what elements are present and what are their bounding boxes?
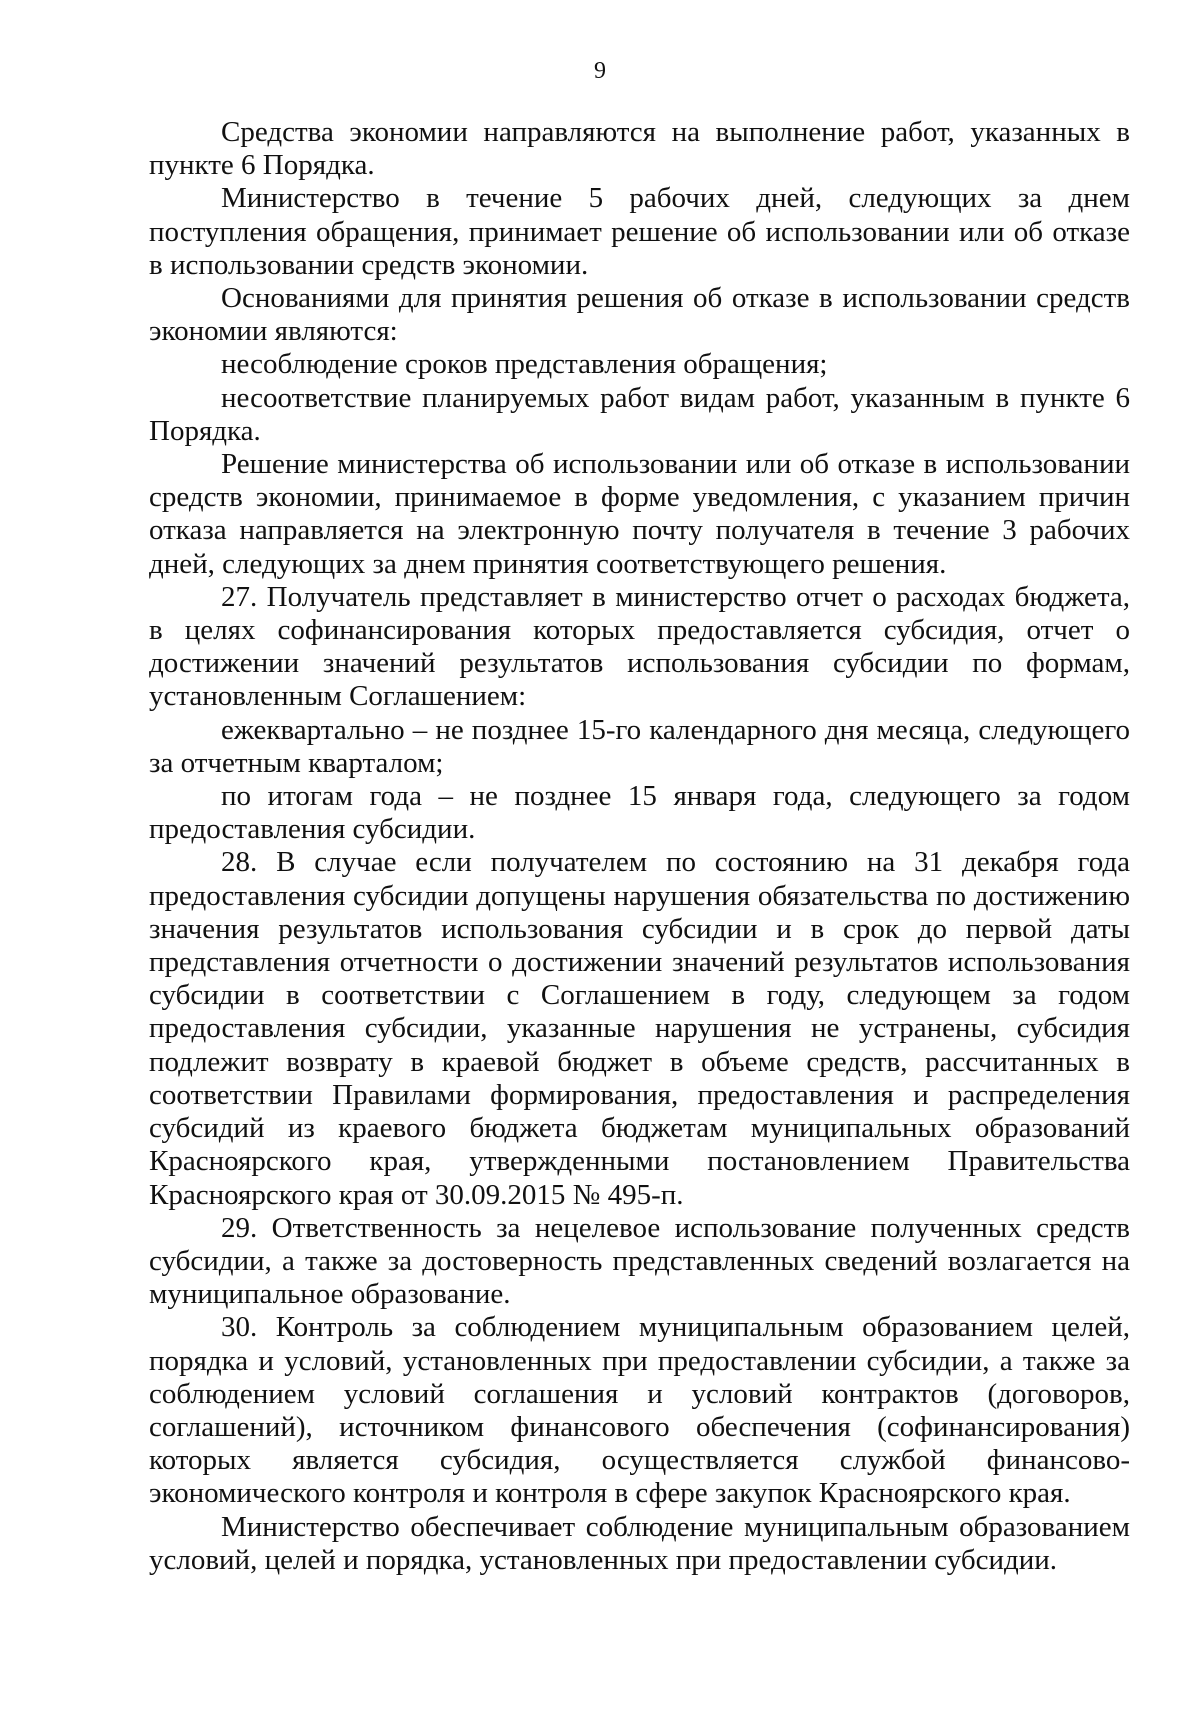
paragraph-refusal-grounds: Основаниями для принятия решения об отказе в использовании средств экономии являются:: [149, 282, 1130, 348]
paragraph-27-reports: 27. Получатель представляет в министерство отчет о расходах бюджета, в целях софинансирования которых предоставляется субсидия, отчет о достижении значений результатов использования субсидии по формам, установленным Соглашением:: [149, 580, 1130, 713]
paragraph-quarterly: ежеквартально – не позднее 15-го календарного дня месяца, следующего за отчетным кварталом;: [149, 713, 1130, 779]
paragraph-ministry-decision: Министерство в течение 5 рабочих дней, следующих за днем поступления обращения, принимает решение об использовании или об отказе в использовании средств экономии.: [149, 182, 1130, 281]
document-body: [149, 116, 1130, 1577]
paragraph-ministry-compliance: Министерство обеспечивает соблюдение муниципальным образованием условий, целей и порядка, установленных при предоставлении субсидии.: [149, 1510, 1130, 1576]
paragraph-decision-notice: Решение министерства об использовании или об отказе в использовании средств экономии, принимаемое в форме уведомления, с указанием причин отказа направляется на электронную почту получателя в течение 3 рабочих дней, следующих за днем принятия соответствующего решения.: [149, 448, 1130, 580]
page-number: 9: [594, 58, 606, 84]
paragraph-annual: по итогам года – не позднее 15 января года, следующего за годом предоставления субсидии.: [149, 780, 1130, 846]
paragraph-28-refund: 28. В случае если получателем по состоянию на 31 декабря года предоставления субсидии допущены нарушения обязательства по достижению значения результатов использования субсидии и в срок до первой даты представления отчетности о достижении значений результатов использования субсидии в соответствии с Соглашением в году, следующем за годом предоставления субсидии, указанные нарушения не устранены, субсидия подлежит возврату в краевой бюджет в объеме средств, рассчитанных в соответствии Правилами формирования, предоставления и распределения субсидий из краевого бюджета бюджетам муниципальных образований Красноярского края, утвержденными постановлением Правительства Красноярского края от 30.09.2015 № 495-п.: [149, 846, 1130, 1211]
paragraph-29-responsibility: 29. Ответственность за нецелевое использование полученных средств субсидии, а также за достоверность представленных сведений возлагается на муниципальное образование.: [149, 1211, 1130, 1311]
paragraph-ground-deadline: несоблюдение сроков представления обращения;: [221, 348, 828, 381]
paragraph-30-control: 30. Контроль за соблюдением муниципальным образованием целей, порядка и условий, установленных при предоставлении субсидии, а также за соблюдением условий соглашения и условий контрактов (договоров, соглашений), источником финансового обеспечения (софинансирования) которых является субсидия, осуществляется службой финансово-экономического контроля и контроля в сфере закупок Красноярского края.: [149, 1311, 1130, 1510]
paragraph-ground-mismatch: несоответствие планируемых работ видам работ, указанным в пункте 6 Порядка.: [149, 381, 1130, 447]
paragraph-savings-direction: Средства экономии направляются на выполнение работ, указанных в пункте 6 Порядка.: [149, 116, 1130, 182]
